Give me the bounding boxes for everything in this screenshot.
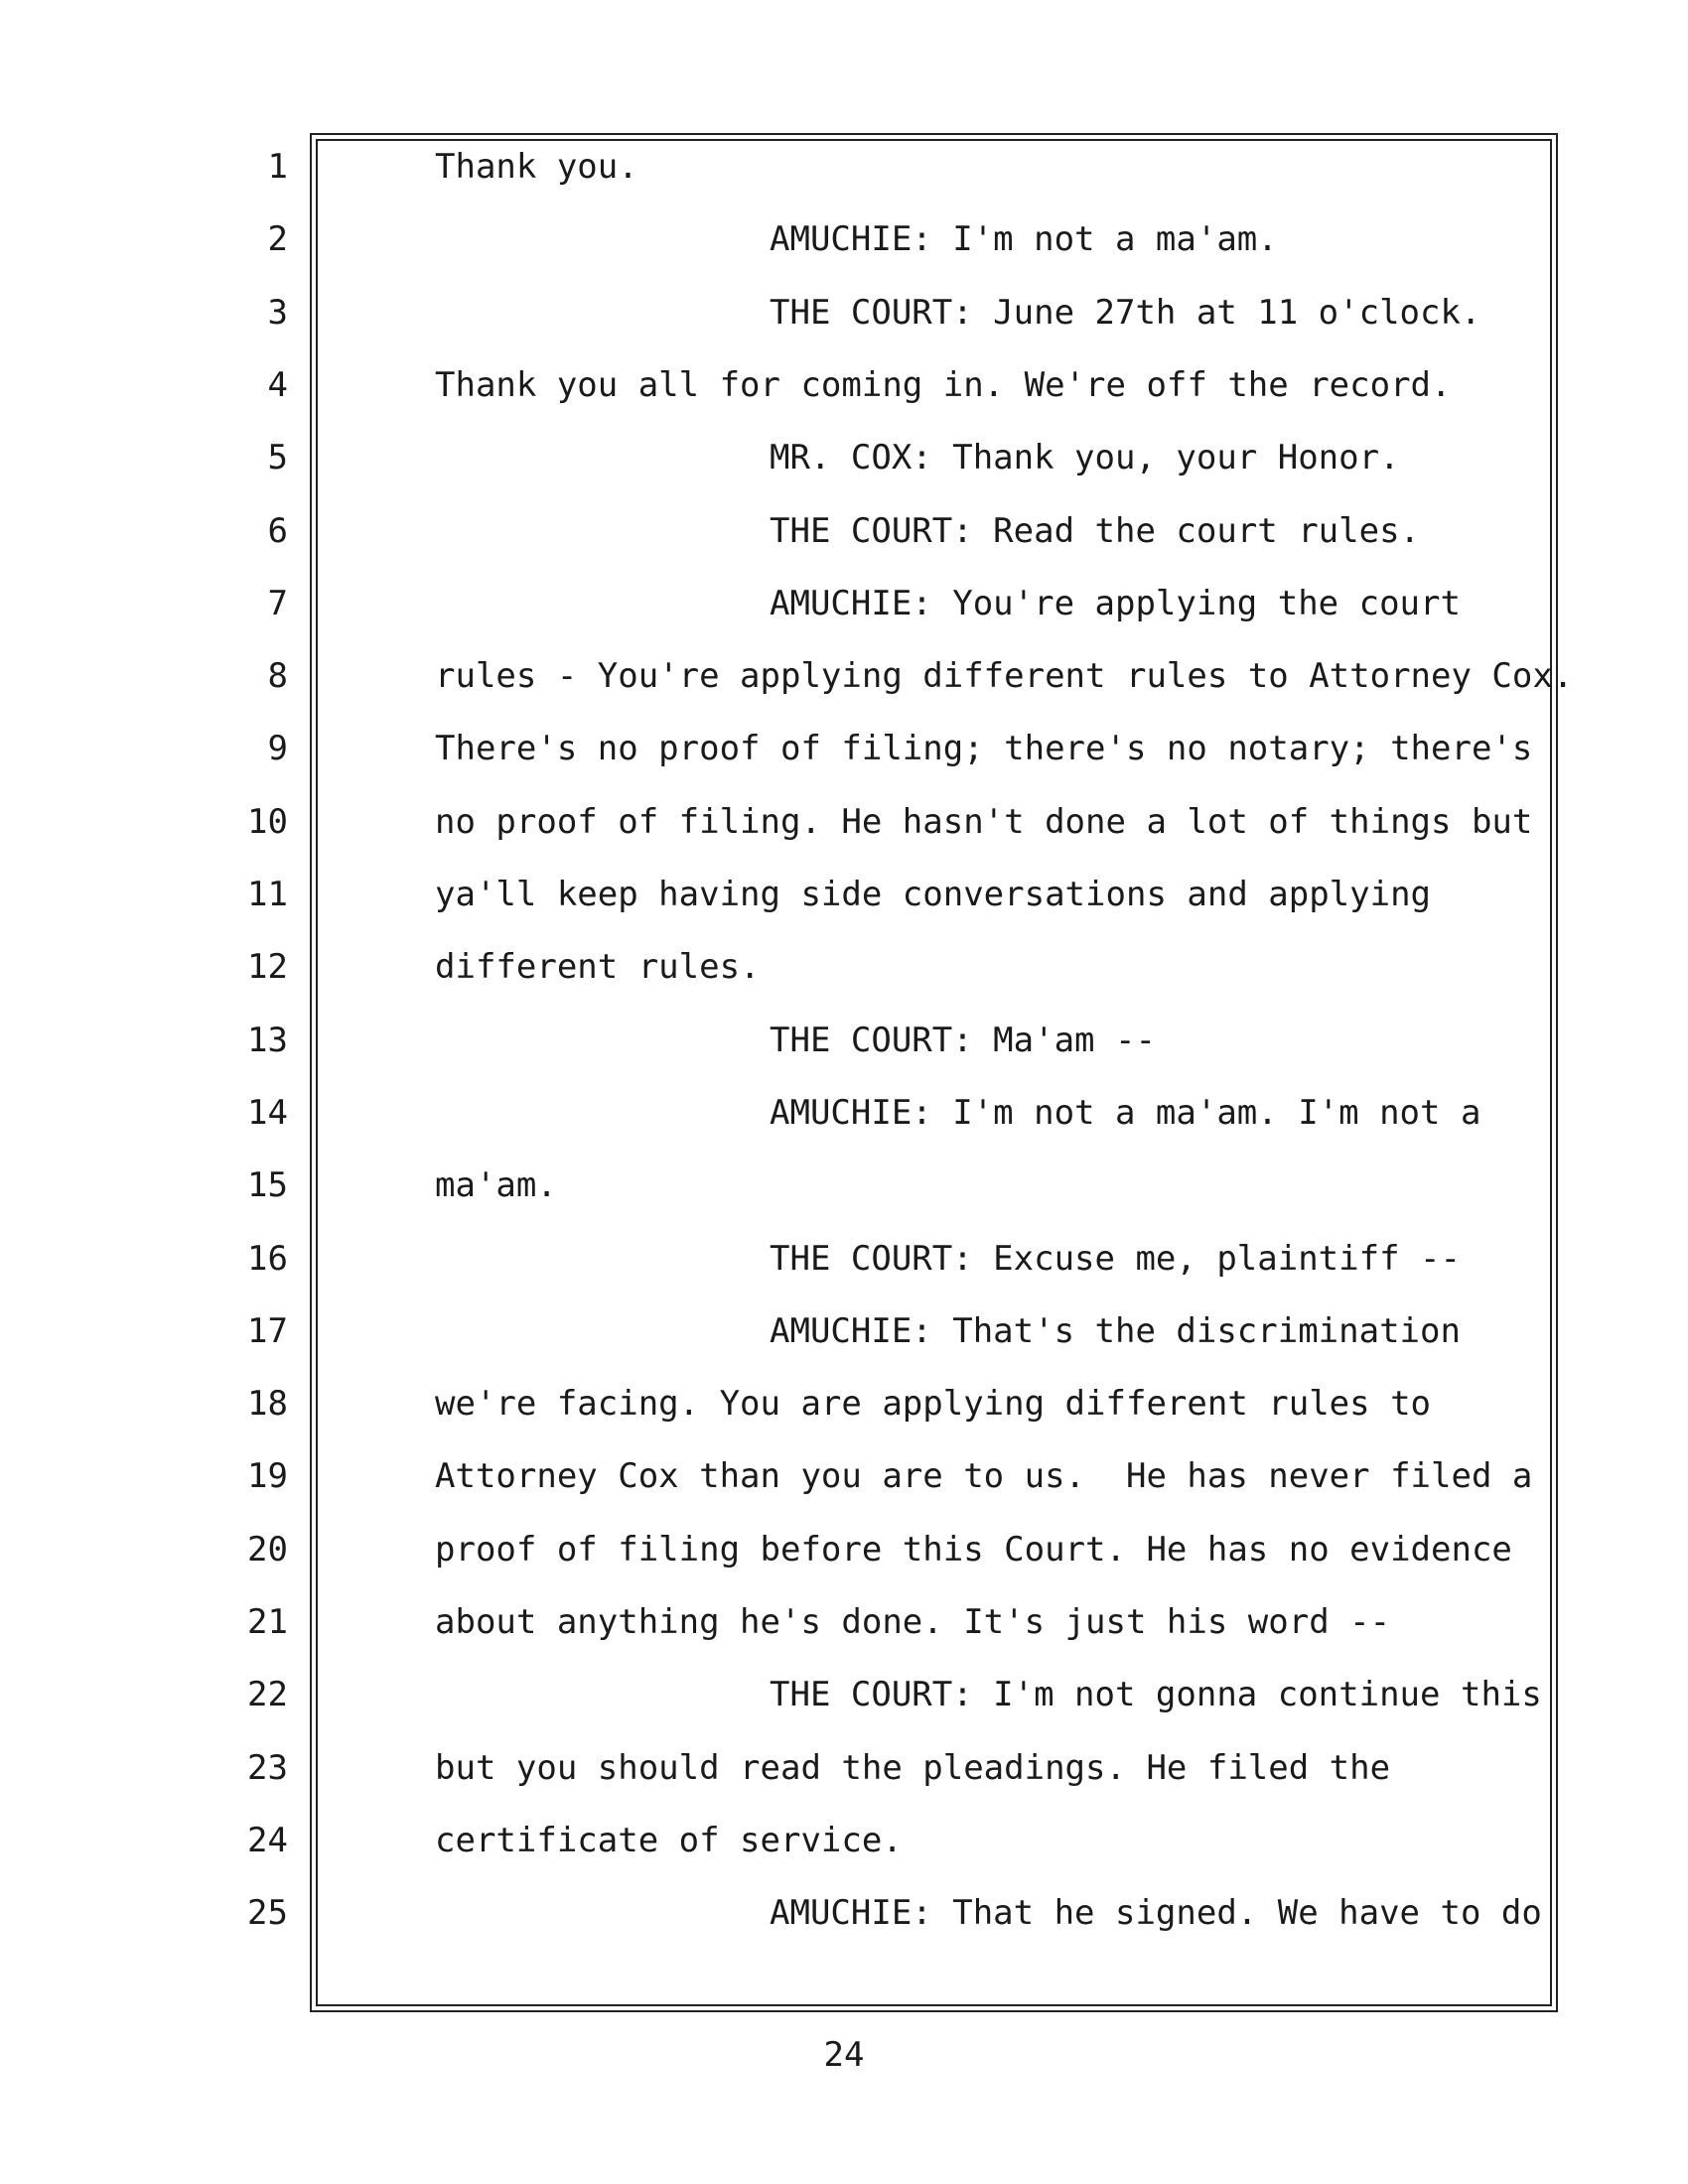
line-number: 16 xyxy=(247,1239,288,1279)
line-number: 6 xyxy=(267,511,288,551)
line-text: AMUCHIE: That he signed. We have to do xyxy=(770,1893,1542,1933)
line-text: AMUCHIE: I'm not a ma'am. I'm not a xyxy=(770,1093,1481,1133)
line-text: THE COURT: Ma'am -- xyxy=(770,1021,1156,1060)
line-text: THE COURT: I'm not gonna continue this xyxy=(770,1675,1542,1714)
line-number: 1 xyxy=(267,147,288,187)
line-text: THE COURT: Read the court rules. xyxy=(770,511,1421,551)
line-number: 3 xyxy=(267,293,288,333)
line-number: 24 xyxy=(247,1821,288,1860)
page-border-inner xyxy=(316,139,1574,2006)
line-number: 7 xyxy=(267,584,288,623)
line-text: MR. COX: Thank you, your Honor. xyxy=(770,438,1400,478)
line-text: Attorney Cox than you are to us. He has never filed a xyxy=(435,1456,1533,1496)
line-text: THE COURT: Excuse me, plaintiff -- xyxy=(770,1239,1461,1279)
line-number: 21 xyxy=(247,1602,288,1642)
line-number: 22 xyxy=(247,1675,288,1714)
line-text: rules - You're applying different rules to Attorney Cox. xyxy=(435,656,1574,696)
line-text: we're facing. You are applying different rules to xyxy=(435,1384,1432,1424)
line-number: 14 xyxy=(247,1093,288,1133)
line-text: but you should read the pleadings. He filed the xyxy=(435,1748,1391,1788)
line-text: THE COURT: June 27th at 11 o'clock. xyxy=(770,293,1481,333)
line-number: 13 xyxy=(247,1021,288,1060)
line-text: AMUCHIE: That's the discrimination xyxy=(770,1311,1461,1351)
line-text: different rules. xyxy=(435,947,761,987)
line-number: 4 xyxy=(267,365,288,405)
line-number: 18 xyxy=(247,1384,288,1424)
line-number: 17 xyxy=(247,1311,288,1351)
line-text: no proof of filing. He hasn't done a lot of things but xyxy=(435,802,1533,842)
page-number: 24 xyxy=(823,2035,865,2075)
line-text: Thank you. xyxy=(435,147,638,187)
line-text: There's no proof of filing; there's no notary; there's xyxy=(435,729,1533,768)
line-number: 8 xyxy=(267,656,288,696)
line-number: 9 xyxy=(267,729,288,768)
line-number: 20 xyxy=(247,1530,288,1570)
line-number: 15 xyxy=(247,1165,288,1205)
line-text: about anything he's done. It's just his word -- xyxy=(435,1602,1391,1642)
line-number: 2 xyxy=(267,219,288,259)
line-text: certificate of service. xyxy=(435,1821,903,1860)
line-number: 10 xyxy=(247,802,288,842)
line-text: AMUCHIE: I'm not a ma'am. xyxy=(770,219,1278,259)
line-text: ya'll keep having side conversations and applying xyxy=(435,875,1432,914)
line-number: 25 xyxy=(247,1893,288,1933)
line-text: proof of filing before this Court. He has no evidence xyxy=(435,1530,1512,1570)
line-number: 12 xyxy=(247,947,288,987)
line-number: 11 xyxy=(247,875,288,914)
line-text: Thank you all for coming in. We're off the record. xyxy=(435,365,1452,405)
line-number: 19 xyxy=(247,1456,288,1496)
line-number: 23 xyxy=(247,1748,288,1788)
line-text: ma'am. xyxy=(435,1165,557,1205)
line-number: 5 xyxy=(267,438,288,478)
line-text: AMUCHIE: You're applying the court xyxy=(770,584,1461,623)
